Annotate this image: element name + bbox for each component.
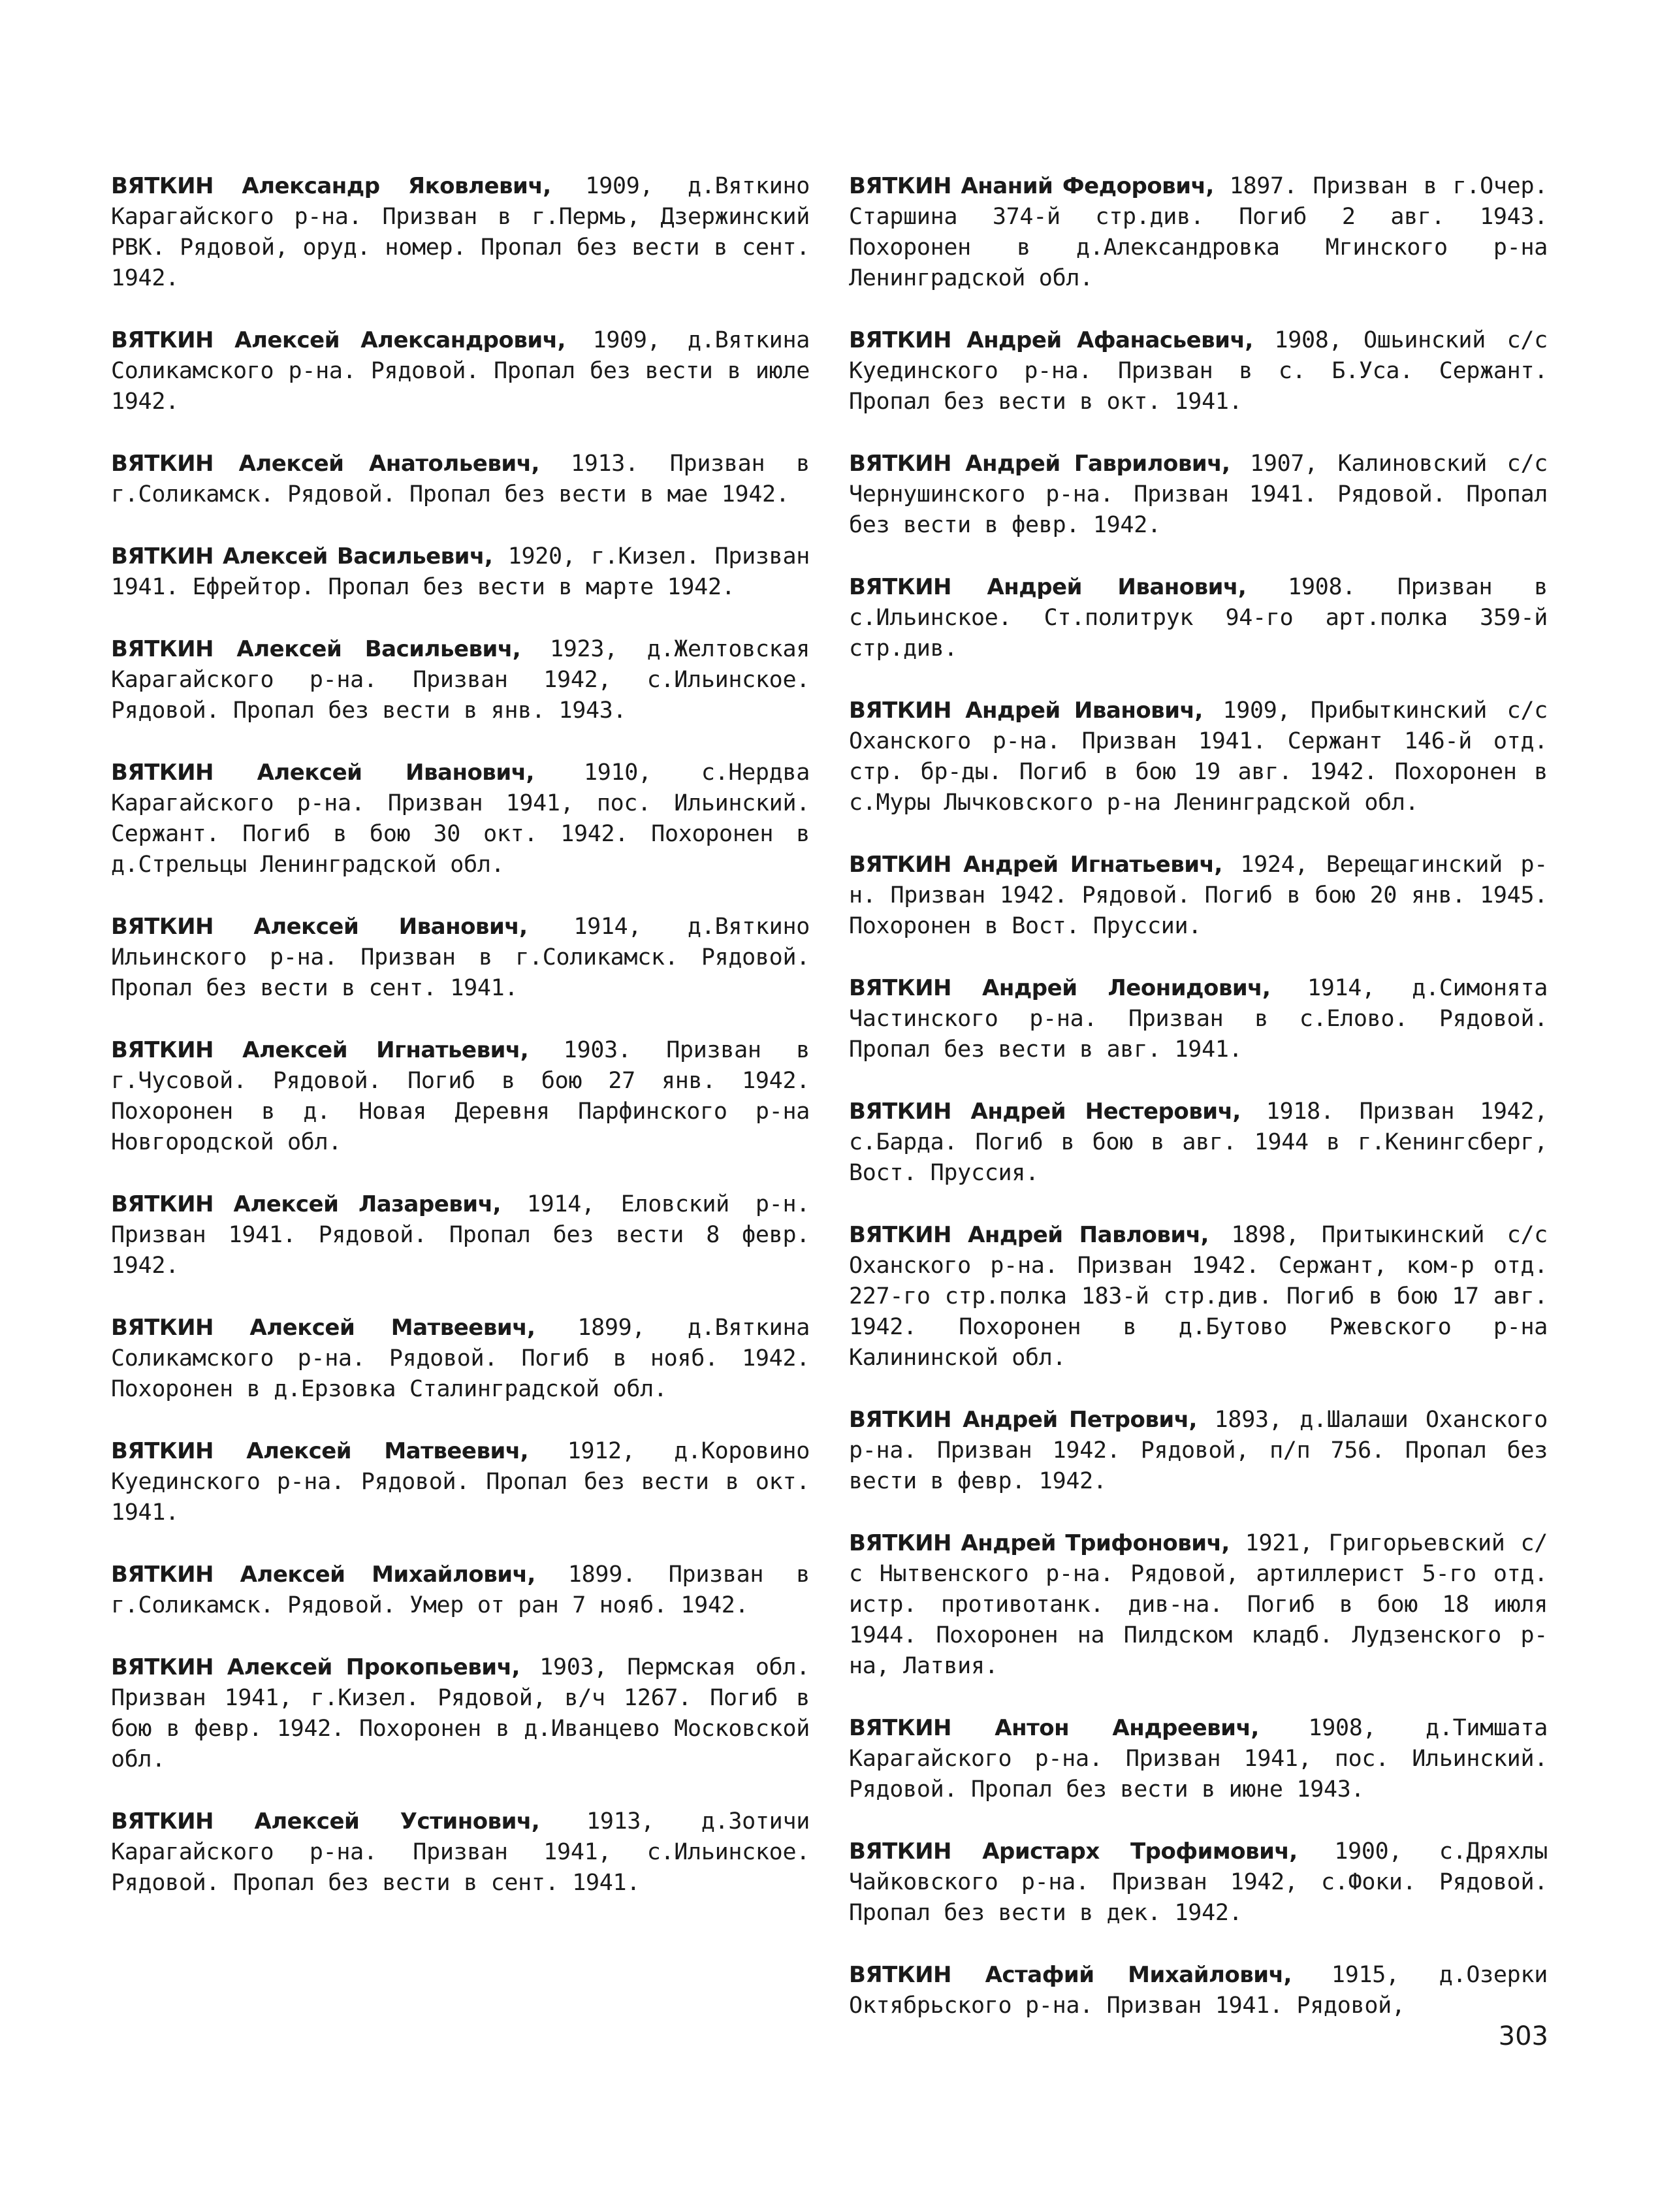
entry [111,1189,810,1281]
entry-name: ВЯТКИН Андрей Игнатьевич, [849,852,1222,878]
entry-name: ВЯТКИН Алексей Лазаревич, [111,1191,501,1217]
entry-text: 1914, д.Вяткино Ильинского р-на. Призван в г.Соликамск. Рядовой. Пропал без вести в сент. 1941. [111,914,810,1001]
entry-text: 1893, д.Шалаши Оханского р-на. Призван 1942. Рядовой, п/п 756. Пропал без вести в февр. 1942. [849,1407,1548,1494]
entry-text: 1914, д.Симонята Частинского р-на. Призван в с.Елово. Рядовой. Пропал без вести в авг. 1941. [849,975,1548,1063]
entry [111,171,810,294]
entry-name: ВЯТКИН Алексей Матвеевич, [111,1315,535,1341]
entry-name: ВЯТКИН Андрей Петрович, [849,1407,1197,1433]
entry [111,912,810,1004]
entry-text: 1899, д.Вяткина Соликамского р-на. Рядовой. Погиб в нояб. 1942. Похоронен в д.Ерзовка Сталинградской обл. [111,1315,810,1402]
entry-text: 1913, д.Зотичи Карагайского р-на. Призван 1941, с.Ильинское. Рядовой. Пропал без вести в сент. 1941. [111,1808,810,1896]
entry-text: 1907, Калиновский с/с Чернушинского р-на. Призван 1941. Рядовой. Пропал без вести в февр. 1942. [849,451,1548,538]
entry [849,850,1548,942]
entry [111,1652,810,1775]
entry-name: ВЯТКИН Алексей Александрович, [111,327,566,353]
entry [849,1220,1548,1373]
entry-text: 1915, д.Озерки Октябрьского р-на. Призван 1941. Рядовой, [849,1962,1548,2019]
entry [111,325,810,417]
entry [111,1560,810,1621]
entry-name: ВЯТКИН Ананий Федорович, [849,173,1214,199]
entry-text: 1900, с.Дряхлы Чайковского р-на. Призван 1942, с.Фоки. Рядовой. Пропал без вести в дек. 1942. [849,1838,1548,1926]
entry-text: 1908, д.Тимшата Карагайского р-на. Призван 1941, пос. Ильинский. Рядовой. Пропал без вести в июне 1943. [849,1715,1548,1803]
entry [111,449,810,510]
entry-text: 1918. Призван 1942, с.Барда. Погиб в бою в авг. 1944 в г.Кенингсберг, Вост. Пруссия. [849,1098,1548,1186]
entry [111,541,810,603]
entry-name: ВЯТКИН Александр Яковлевич, [111,173,551,199]
entry-text: 1914, Еловский р-н. Призван 1941. Рядовой. Пропал без вести 8 февр. 1942. [111,1191,810,1279]
entry-name: ВЯТКИН Андрей Иванович, [849,697,1203,724]
entry [849,1528,1548,1682]
entry-name: ВЯТКИН Алексей Михайлович, [111,1562,535,1588]
entry-text: 1924, Верещагинский р-н. Призван 1942. Рядовой. Погиб в бою 20 янв. 1945. Похоронен в Вост. Пруссии. [849,852,1548,939]
entry-name: ВЯТКИН Андрей Афанасьевич, [849,327,1253,353]
page-number: 303 [1498,2021,1548,2051]
entry [111,634,810,726]
entry-text: 1909, д.Вяткина Соликамского р-на. Рядовой. Пропал без вести в июле 1942. [111,327,810,415]
entry-name: ВЯТКИН Алексей Матвеевич, [111,1438,529,1464]
entry-name: ВЯТКИН Алексей Васильевич, [111,543,493,569]
entry [849,325,1548,417]
entry [849,572,1548,664]
entry-name: ВЯТКИН Антон Андреевич, [849,1715,1259,1741]
entry-name: ВЯТКИН Андрей Иванович, [849,574,1247,600]
entry-text: 1923, д.Желтовская Карагайского р-на. Призван 1942, с.Ильинское. Рядовой. Пропал без вести в янв. 1943. [111,636,810,724]
entry-text: 1909, Прибыткинский с/с Оханского р-на. Призван 1941. Сержант 146-й отд. стр. бр-ды. Погиб в бою 19 авг. 1942. Похоронен в с.Муры Лычковского р-на Ленинградской обл. [849,697,1548,816]
entry-name: ВЯТКИН Алексей Устинович, [111,1808,540,1835]
entry-text: 1908, Ошьинский с/с Куединского р-на. Призван в с. Б.Уса. Сержант. Пропал без вести в окт. 1941. [849,327,1548,415]
right-column [849,171,1548,2053]
entry-text: 1913. Призван в г.Соликамск. Рядовой. Пропал без вести в мае 1942. [111,451,810,507]
entry-text: 1899. Призван в г.Соликамск. Рядовой. Умер от ран 7 нояб. 1942. [111,1562,810,1618]
entry-text: 1898, Притыкинский с/с Оханского р-на. Призван 1942. Сержант, ком-р отд. 227-го стр.полка 183-й стр.див. Погиб в бою 17 авг. 1942. Похоронен в д.Бутово Ржевского р-на Калининской обл. [849,1222,1548,1371]
entry-name: ВЯТКИН Алексей Прокопьевич, [111,1654,520,1680]
entry-name: ВЯТКИН Алексей Иванович, [111,760,534,786]
entry [111,1436,810,1528]
entry-text: 1903. Призван в г.Чусовой. Рядовой. Погиб в бою 27 янв. 1942. Похоронен в д. Новая Деревня Парфинского р-на Новгородской обл. [111,1037,810,1155]
entry [111,1035,810,1158]
entry-name: ВЯТКИН Андрей Нестерович, [849,1098,1241,1125]
entry-name: ВЯТКИН Алексей Иванович, [111,914,528,940]
entry-name: ВЯТКИН Алексей Игнатьевич, [111,1037,529,1063]
entry [849,1713,1548,1805]
entry-text: 1920, г.Кизел. Призван 1941. Ефрейтор. Пропал без вести в марте 1942. [111,543,810,600]
entry [111,1806,810,1899]
entry [849,973,1548,1065]
entry [849,1405,1548,1497]
entry [849,1097,1548,1189]
entry [849,696,1548,818]
entry [849,1960,1548,2021]
entry-text: 1912, д.Коровино Куединского р-на. Рядовой. Пропал без вести в окт. 1941. [111,1438,810,1526]
entry [111,1313,810,1405]
entry-text: 1921, Григорьевский с/с Нытвенского р-на. Рядовой, артиллерист 5-го отд. истр. противотанк. див-на. Погиб в бою 18 июля 1944. Похоронен на Пилдском кладб. Лудзенского р-на, Латвия. [849,1530,1548,1679]
entry-name: ВЯТКИН Андрей Павлович, [849,1222,1209,1248]
entry-text: 1909, д.Вяткино Карагайского р-на. Призван в г.Пермь, Дзержинский РВК. Рядовой, оруд. номер. Пропал без вести в сент. 1942. [111,173,810,291]
entry-text: 1903, Пермская обл. Призван 1941, г.Кизел. Рядовой, в/ч 1267. Погиб в бою в февр. 1942. Похоронен в д.Иванцево Московской обл. [111,1654,810,1772]
entry-text: 1908. Призван в с.Ильинское. Ст.политрук 94-го арт.полка 359-й стр.див. [849,574,1548,662]
entry-name: ВЯТКИН Андрей Трифонович, [849,1530,1230,1556]
entry [111,758,810,880]
entry-name: ВЯТКИН Астафий Михайлович, [849,1962,1292,1988]
entry-name: ВЯТКИН Алексей Анатольевич, [111,451,539,477]
entry [849,171,1548,294]
entry-text: 1910, с.Нердва Карагайского р-на. Призван 1941, пос. Ильинский. Сержант. Погиб в бою 30 окт. 1942. Похоронен в д.Стрельцы Ленинградской обл. [111,760,810,878]
left-column [111,171,810,1930]
entry [849,1836,1548,1929]
entry-name: ВЯТКИН Алексей Васильевич, [111,636,521,662]
entry-name: ВЯТКИН Андрей Леонидович, [849,975,1271,1001]
entry [849,449,1548,541]
entry-name: ВЯТКИН Андрей Гаврилович, [849,451,1230,477]
entry-text: 1897. Призван в г.Очер. Старшина 374-й стр.див. Погиб 2 авг. 1943. Похоронен в д.Александровка Мгинского р-на Ленинградской обл. [849,173,1548,291]
entry-name: ВЯТКИН Аристарх Трофимович, [849,1838,1298,1865]
